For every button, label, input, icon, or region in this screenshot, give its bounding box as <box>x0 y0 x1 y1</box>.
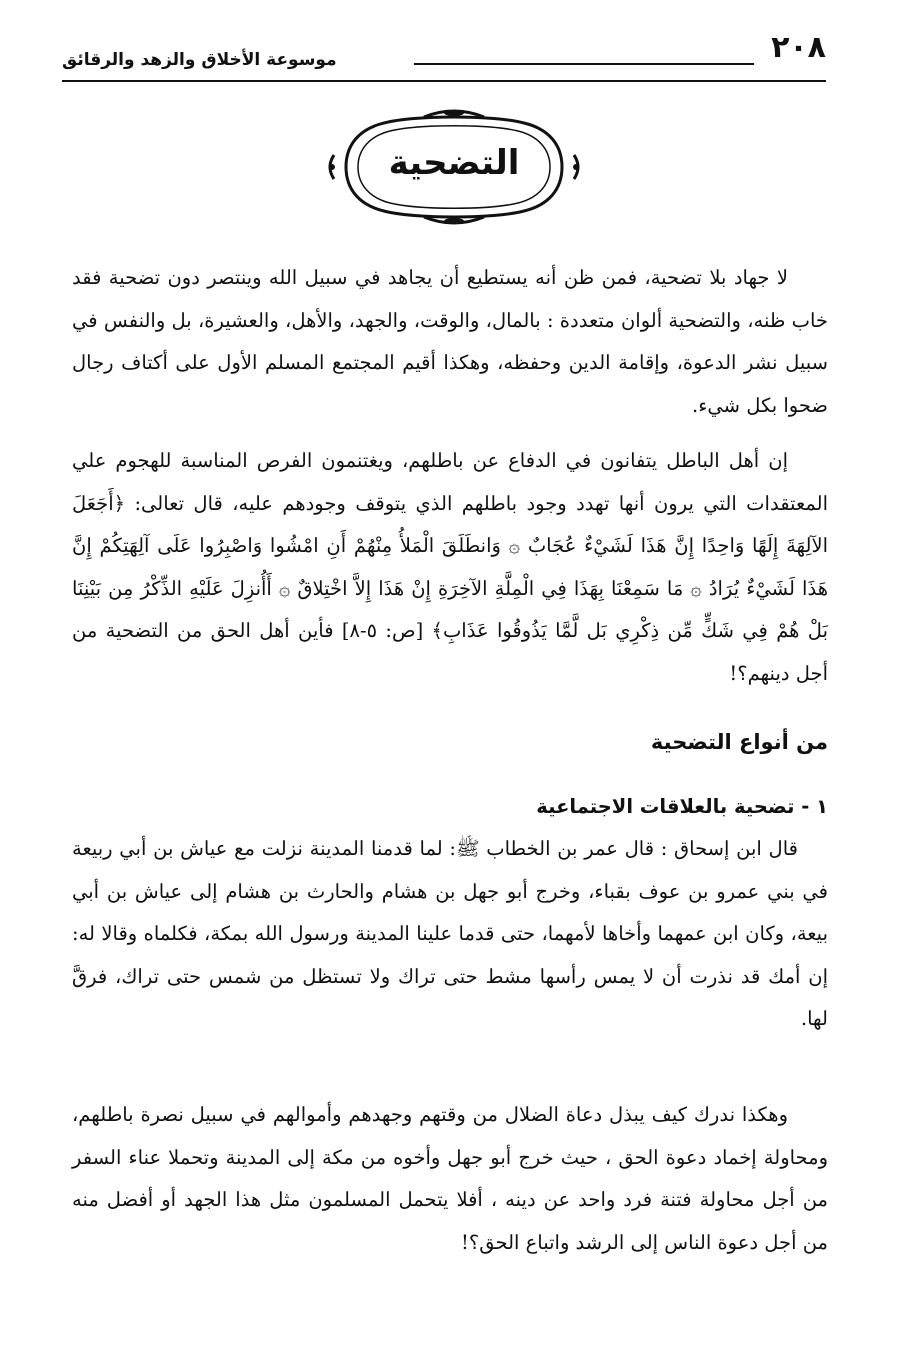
paragraph-intro: لا جهاد بلا تضحية، فمن ظن أنه يستطيع أن يجاهد في سبيل الله وينتصر دون تضحية فقد خاب ظنه، والتضحية ألوان متعددة : بالمال، والوقت، والجهد، والأهل، والعشيرة، بل والنفس في سبيل نشر الدعوة، وإقامة الدين وحفظه، وهكذا أقيم المجتمع المسلم الأول على أكتاف رجال ضحوا بكل شيء. <box>72 266 828 417</box>
chapter-title: التضحية <box>388 143 520 183</box>
page-header <box>62 30 826 80</box>
page-number: ٢٠٨ <box>771 30 826 65</box>
chapter-title-frame <box>324 105 584 230</box>
sub-heading: ١ - تضحية بالعلاقات الاجتماعية <box>536 795 828 818</box>
running-title: موسوعة الأخلاق والزهد والرقائق <box>62 50 337 70</box>
paragraph-narration: قال ابن إسحاق : قال عمر بن الخطاب ﷺ: لما قدمنا المدينة نزلت مع عياش بن أبي ربيعة في بني عمرو بن عوف بقباء، وخرج أبو جهل بن هشام والحارث بن هشام إلى عياش بن أبي بيعة، وكان ابن عمهما وأخاها لأمهما، حتى قدما علينا المدينة ورسول الله بمكة، فكلماه وقالا له: إن أمك قد نذرت أن لا يمس رأسها مشط حتى تراك ولا تستظل من شمس حتى تراك، فرقَّ لها. <box>72 837 828 1030</box>
paragraph-quran-citation: إن أهل الباطل يتفانون في الدفاع عن باطلهم، ويغتنمون الفرص المناسبة للهجوم علي المعتقدات التي يرون أنها تهدد وجود باطلهم الذي يتوقف وجودهم عليه، قال تعالى: ﴿أَجَعَلَ الآلِهَةَ إِلَهًا وَاحِدًا إِنَّ هَذَا لَشَيْءٌ عُجَابٌ ۞ وَانطَلَقَ الْمَلأُ مِنْهُمْ أَنِ امْشُوا وَاصْبِرُوا عَلَى آلِهَتِكُمْ إِنَّ هَذَا لَشَيْءٌ يُرَادُ ۞ مَا سَمِعْنَا بِهَذَا فِي الْمِلَّةِ الآخِرَةِ إِنْ هَذَا إِلاَّ اخْتِلاقٌ ۞ أَأُنزِلَ عَلَيْهِ الذِّكْرُ مِن بَيْنِنَا بَلْ هُمْ فِي شَكٍّ مِّن ذِكْرِي بَل لَّمَّا يَذُوقُوا عَذَابِ﴾ [ص: ٥-٨] فأين أهل الحق من التضحية من أجل دينهم؟! <box>72 449 828 685</box>
header-rule <box>414 63 754 65</box>
section-heading: من أنواع التضحية <box>650 730 828 754</box>
paragraph-conclusion: وهكذا ندرك كيف يبذل دعاة الضلال من وقتهم وجهدهم وأموالهم في سبيل نصرة باطلهم، ومحاولة إخماد دعوة الحق ، حيث خرج أبو جهل وأخوه من مكة إلى المدينة وتحملا عناء السفر من أجل محاولة فتنة فرد واحد عن دينه ، أفلا يتحمل المسلمون مثل هذا الجهد أو أفضل منه من أجل دعوة الناس إلى الرشد واتباع الحق؟! <box>72 1103 828 1254</box>
header-underline <box>62 80 826 82</box>
